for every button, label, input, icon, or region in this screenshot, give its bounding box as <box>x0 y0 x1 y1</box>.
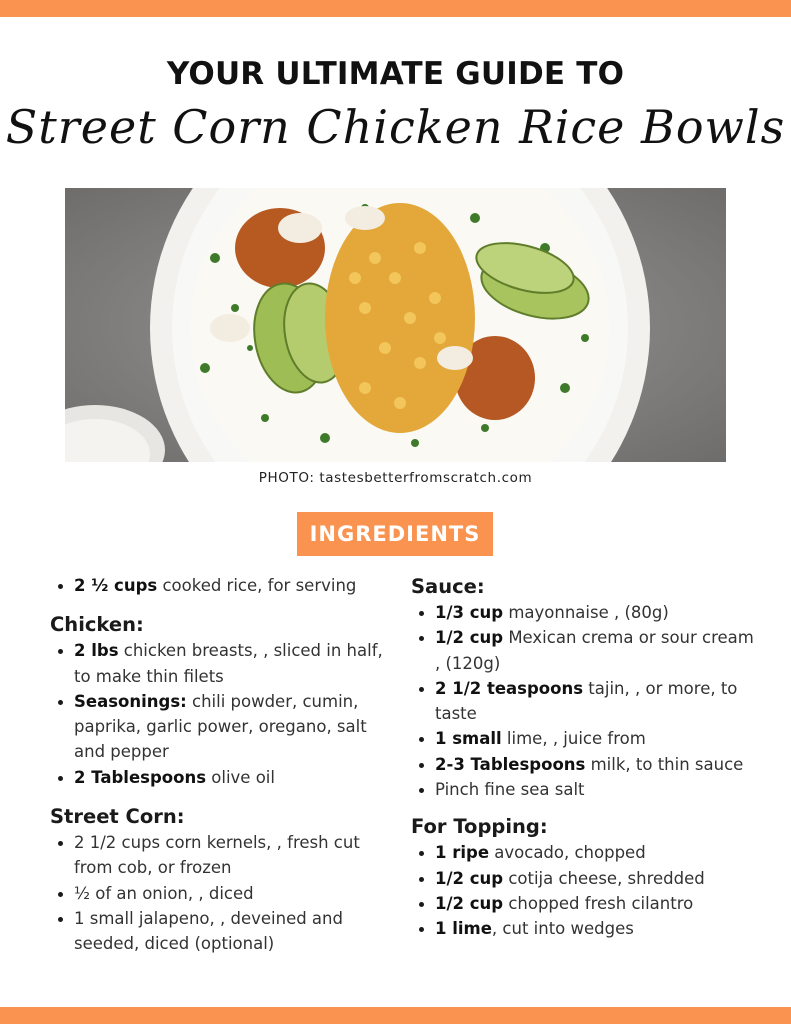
photo-credit: PHOTO: tastesbetterfromscratch.com <box>258 470 533 486</box>
list-item: 2 lbs chicken breasts, , sliced in half, to make thin filets <box>74 638 395 689</box>
sauce-list <box>411 600 756 802</box>
list-item: ½ of an onion, , diced <box>74 881 395 906</box>
chicken-heading: Chicken: <box>50 613 144 637</box>
list-item: 2 1/2 teaspoons tajin, , or more, to taste <box>435 676 756 727</box>
list-item: 1 small jalapeno, , deveined and seeded, diced (optional) <box>74 906 395 957</box>
list-item: 2 1/2 cups corn kernels, , fresh cut from cob, or frozen <box>74 830 395 881</box>
list-item: 1/2 cup cotija cheese, shredded <box>435 866 756 891</box>
recipe-title: Street Corn Chicken Rice Bowls <box>5 100 786 154</box>
list-item: 1 small lime, , juice from <box>435 726 756 751</box>
list-item: 2 ½ cups cooked rice, for serving <box>74 573 395 598</box>
ingredients-heading: INGREDIENTS <box>297 512 493 556</box>
list-item: 2 Tablespoons olive oil <box>74 765 395 790</box>
list-item: 1/2 cup Mexican crema or sour cream , (120g) <box>435 625 756 676</box>
list-item: Pinch fine sea salt <box>435 777 756 802</box>
intro-list <box>50 573 395 598</box>
street-corn-heading: Street Corn: <box>50 805 185 829</box>
list-item: 1 ripe avocado, chopped <box>435 840 756 865</box>
left-ingredients-column <box>50 573 395 957</box>
list-item: 1/2 cup chopped fresh cilantro <box>435 891 756 916</box>
bowl-illustration <box>65 188 726 462</box>
top-accent-bar <box>0 0 791 17</box>
list-item: 2-3 Tablespoons milk, to thin sauce <box>435 752 756 777</box>
list-item: 1 lime, cut into wedges <box>435 916 756 941</box>
street-corn-list <box>50 830 395 956</box>
guide-title: YOUR ULTIMATE GUIDE TO <box>166 56 625 92</box>
topping-heading: For Topping: <box>411 815 548 839</box>
sauce-heading: Sauce: <box>411 575 485 598</box>
chicken-list <box>50 638 395 790</box>
recipe-photo <box>65 188 726 462</box>
bottom-accent-bar <box>0 1007 791 1024</box>
list-item: Seasonings: chili powder, cumin, paprika, garlic power, oregano, salt and pepper <box>74 689 395 765</box>
right-ingredients-column <box>411 574 756 942</box>
topping-list <box>411 840 756 941</box>
list-item: 1/3 cup mayonnaise , (80g) <box>435 600 756 625</box>
